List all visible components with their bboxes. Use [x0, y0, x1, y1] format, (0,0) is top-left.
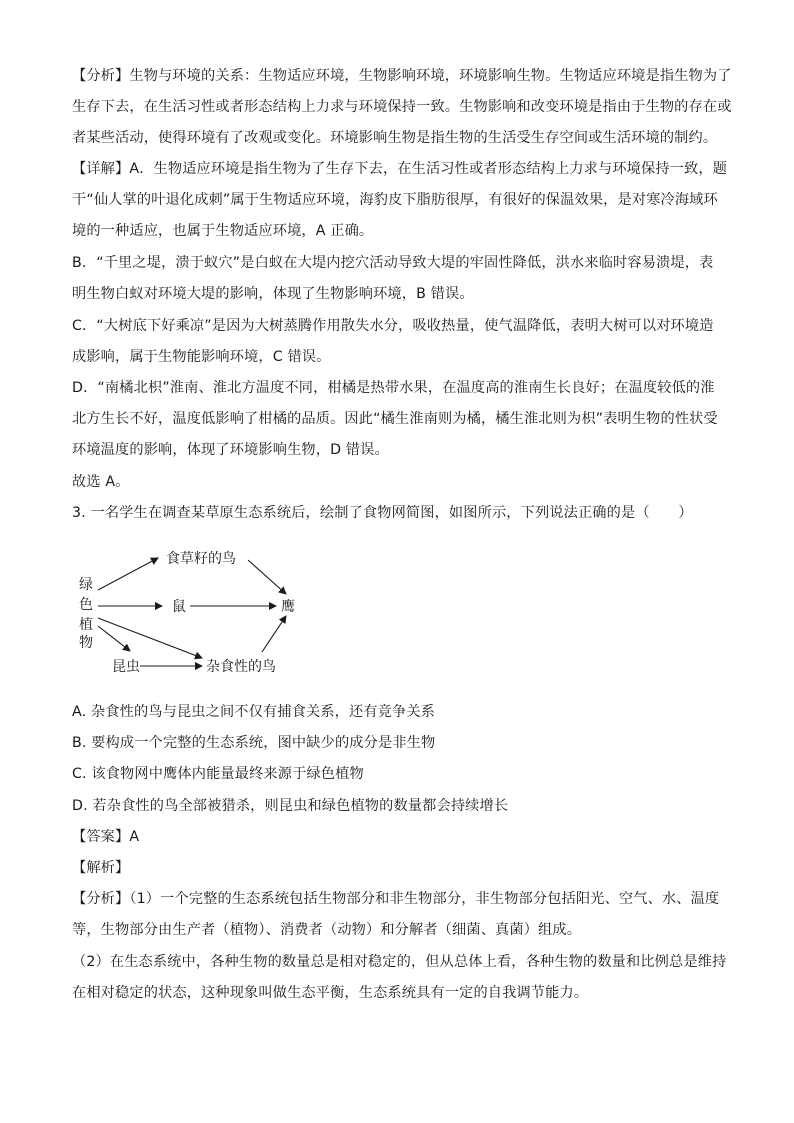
detail-b-line-2: 明生物白蚁对环境大堤的影响，体现了生物影响环境，B 错误。 [72, 286, 474, 302]
detail-line-2: 干“仙人掌的叶退化成刺”属于生物适应环境，海豹皮下脂肪很厚，有很好的保温效果，是对寒冷海域环 [72, 192, 718, 208]
q3-analysis-line-1: 【分析】（1）一个完整的生态系统包括生物部分和非生物部分，非生物部分包括阳光、空气、水、温度 [72, 891, 720, 907]
producer-char-1: 绿 [79, 577, 93, 593]
arrow-omnivore-bird-to-eagle [262, 616, 286, 652]
option-d: D. 若杂食性的鸟全部被猎杀，则昆虫和绿色植物的数量都会持续增长 [72, 798, 509, 814]
node-mouse: 鼠 [172, 599, 186, 615]
detail-c-line-1: C．“大树底下好乘凉”是因为大树蒸腾作用散失水分，吸收热量，使气温降低，表明大树可以对环境造 [72, 318, 714, 334]
option-c: C. 该食物网中鹰体内能量最终来源于绿色植物 [72, 766, 364, 782]
answer-label: 【答案】A [72, 829, 140, 845]
detail-c-line-2: 成影响，属于生物能影响环境，C 错误。 [72, 349, 331, 365]
producer-char-3: 植 [79, 617, 93, 633]
detail-d-line-1: D．“南橘北枳”淮南、淮北方温度不同，柑橘是热带水果，在温度高的淮南生长良好；在温度较低的淮 [72, 380, 715, 396]
producer-char-2: 色 [79, 597, 93, 613]
node-eagle: 鹰 [281, 599, 295, 615]
arrow-seed-bird-to-eagle [248, 560, 286, 594]
producer-char-4: 物 [79, 635, 93, 651]
detail-b-line-1: B．“千里之堤，溃于蚁穴”是白蚁在大堤内挖穴活动导致大堤的牢固性降低，洪水来临时容易溃堤，表 [72, 255, 714, 271]
q3-analysis-line-3: （2）在生态系统中，各种生物的数量总是相对稳定的，但从总体上看，各种生物的数量和比例总是维持 [72, 954, 727, 970]
option-a: A. 杂食性的鸟与昆虫之间不仅有捕食关系，还有竞争关系 [72, 704, 436, 720]
explanation-label: 【解析】 [72, 860, 130, 876]
detail-d-line-2: 北方生长不好，温度低影响了柑橘的品质。因此“橘生淮南则为橘，橘生淮北则为枳”表明生物的性状受 [72, 411, 718, 427]
detail-d-line-3: 环境温度的影响，体现了环境影响生物，D 错误。 [72, 442, 389, 458]
node-omnivorous-bird: 杂食性的鸟 [206, 659, 276, 675]
analysis-line-2: 生存下去，在生活习性或者形态结构上力求与环境保持一致。生物影响和改变环境是指由于生物的存在或 [72, 99, 732, 115]
arrow-plant-to-seed-bird [98, 558, 158, 590]
analysis-line-3: 者某些活动，使得环境有了改观或变化。环境影响生物是指生物的生活受生存空间或生活环境的制约。 [72, 130, 718, 146]
node-seed-eating-bird: 食草籽的鸟 [166, 551, 236, 567]
question-3-stem: 3. 一名学生在调查某草原生态系统后，绘制了食物网简图，如图所示，下列说法正确的是（ ） [72, 505, 693, 521]
node-insect: 昆虫 [112, 659, 140, 675]
analysis-line-1: 【分析】生物与环境的关系：生物适应环境，生物影响环境，环境影响生物。生物适应环境是指生物为了 [72, 68, 732, 84]
choice-conclusion: 故选 A。 [72, 474, 130, 490]
detail-line-1: 【详解】A．生物适应环境是指生物为了生存下去，在生活习性或者形态结构上力求与环境保持一致，题 [72, 161, 728, 177]
food-web-diagram [72, 546, 312, 678]
q3-analysis-line-4: 在相对稳定的状态，这种现象叫做生态平衡，生态系统具有一定的自我调节能力。 [72, 985, 589, 1001]
detail-line-3: 境的一种适应，也属于生物适应环境，A 正确。 [72, 223, 374, 239]
q3-analysis-line-2: 等，生物部分由生产者（植物）、消费者（动物）和分解者（细菌、真菌）组成。 [72, 922, 582, 938]
option-b: B. 要构成一个完整的生态系统，图中缺少的成分是非生物 [72, 735, 436, 751]
arrow-plant-to-insect [98, 626, 130, 651]
